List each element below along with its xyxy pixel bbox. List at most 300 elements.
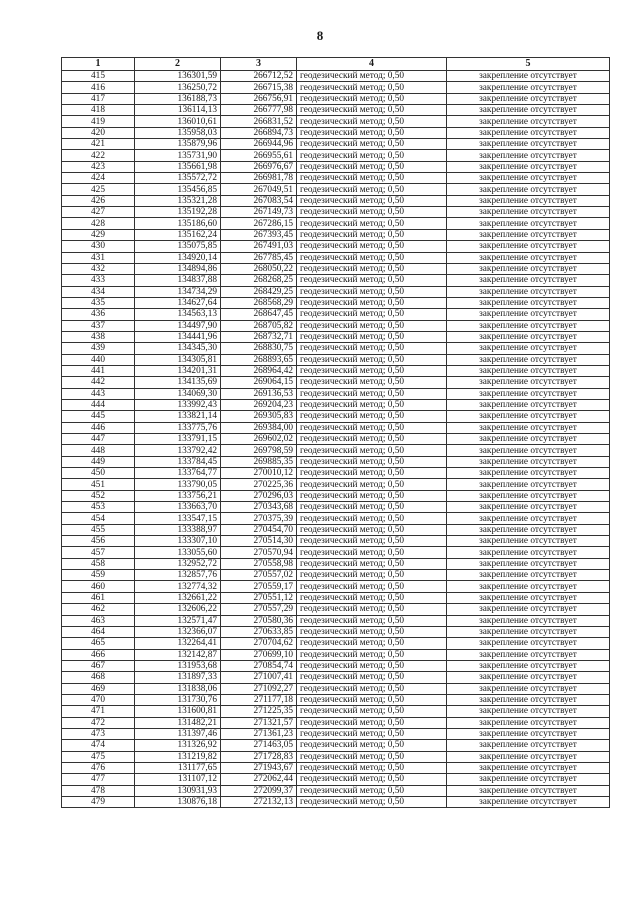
table-row (62, 479, 610, 490)
header-col-5: 5 (447, 58, 610, 71)
header-col-3: 3 (221, 58, 297, 71)
method-cell: геодезический метод; 0,50 (297, 195, 447, 206)
x-coordinate-cell: 131219,82 (135, 751, 221, 762)
x-coordinate-cell: 133756,21 (135, 490, 221, 501)
point-number-cell: 479 (62, 797, 135, 808)
method-cell: геодезический метод; 0,50 (297, 728, 447, 739)
method-cell: геодезический метод; 0,50 (297, 570, 447, 581)
point-number-cell: 424 (62, 173, 135, 184)
fixing-cell: закрепление отсутствует (447, 774, 610, 785)
y-coordinate-cell: 270633,85 (221, 626, 297, 637)
point-number-cell: 463 (62, 615, 135, 626)
table-row (62, 456, 610, 467)
x-coordinate-cell: 135456,85 (135, 184, 221, 195)
x-coordinate-cell: 136010,61 (135, 116, 221, 127)
point-number-cell: 467 (62, 660, 135, 671)
point-number-cell: 441 (62, 365, 135, 376)
method-cell: геодезический метод; 0,50 (297, 502, 447, 513)
point-number-cell: 423 (62, 161, 135, 172)
fixing-cell: закрепление отсутствует (447, 229, 610, 240)
table-row (62, 150, 610, 161)
x-coordinate-cell: 132661,22 (135, 592, 221, 603)
point-number-cell: 447 (62, 434, 135, 445)
y-coordinate-cell: 270580,36 (221, 615, 297, 626)
point-number-cell: 448 (62, 445, 135, 456)
table-row (62, 626, 610, 637)
x-coordinate-cell: 133547,15 (135, 513, 221, 524)
point-number-cell: 474 (62, 740, 135, 751)
x-coordinate-cell: 133775,76 (135, 422, 221, 433)
fixing-cell: закрепление отсутствует (447, 581, 610, 592)
y-coordinate-cell: 268893,65 (221, 354, 297, 365)
fixing-cell: закрепление отсутствует (447, 558, 610, 569)
y-coordinate-cell: 269384,00 (221, 422, 297, 433)
x-coordinate-cell: 133764,77 (135, 468, 221, 479)
x-coordinate-cell: 135879,96 (135, 139, 221, 150)
fixing-cell: закрепление отсутствует (447, 456, 610, 467)
x-coordinate-cell: 132952,72 (135, 558, 221, 569)
x-coordinate-cell: 133792,42 (135, 445, 221, 456)
x-coordinate-cell: 135958,03 (135, 127, 221, 138)
y-coordinate-cell: 270559,17 (221, 581, 297, 592)
y-coordinate-cell: 268268,25 (221, 275, 297, 286)
fixing-cell: закрепление отсутствует (447, 468, 610, 479)
point-number-cell: 437 (62, 320, 135, 331)
table-row (62, 604, 610, 615)
x-coordinate-cell: 131397,46 (135, 728, 221, 739)
x-coordinate-cell: 135572,72 (135, 173, 221, 184)
y-coordinate-cell: 266981,78 (221, 173, 297, 184)
table-row (62, 740, 610, 751)
y-coordinate-cell: 270343,68 (221, 502, 297, 513)
method-cell: геодезический метод; 0,50 (297, 581, 447, 592)
y-coordinate-cell: 266831,52 (221, 116, 297, 127)
point-number-cell: 471 (62, 706, 135, 717)
y-coordinate-cell: 267149,73 (221, 207, 297, 218)
point-number-cell: 415 (62, 71, 135, 82)
table-row (62, 195, 610, 206)
fixing-cell: закрепление отсутствует (447, 490, 610, 501)
table-row (62, 581, 610, 592)
table-row (62, 468, 610, 479)
method-cell: геодезический метод; 0,50 (297, 785, 447, 796)
x-coordinate-cell: 134345,30 (135, 343, 221, 354)
point-number-cell: 439 (62, 343, 135, 354)
method-cell: геодезический метод; 0,50 (297, 490, 447, 501)
fixing-cell: закрепление отсутствует (447, 71, 610, 82)
table-row (62, 524, 610, 535)
x-coordinate-cell: 134069,30 (135, 388, 221, 399)
point-number-cell: 465 (62, 638, 135, 649)
x-coordinate-cell: 131730,76 (135, 694, 221, 705)
y-coordinate-cell: 267491,03 (221, 241, 297, 252)
y-coordinate-cell: 267286,15 (221, 218, 297, 229)
method-cell: геодезический метод; 0,50 (297, 456, 447, 467)
y-coordinate-cell: 268050,22 (221, 263, 297, 274)
fixing-cell: закрепление отсутствует (447, 207, 610, 218)
point-number-cell: 434 (62, 286, 135, 297)
method-cell: геодезический метод; 0,50 (297, 173, 447, 184)
method-cell: геодезический метод; 0,50 (297, 365, 447, 376)
table-row (62, 263, 610, 274)
y-coordinate-cell: 266712,52 (221, 71, 297, 82)
header-col-4: 4 (297, 58, 447, 71)
x-coordinate-cell: 136301,59 (135, 71, 221, 82)
y-coordinate-cell: 272099,37 (221, 785, 297, 796)
y-coordinate-cell: 268647,45 (221, 309, 297, 320)
fixing-cell: закрепление отсутствует (447, 717, 610, 728)
fixing-cell: закрепление отсутствует (447, 672, 610, 683)
fixing-cell: закрепление отсутствует (447, 751, 610, 762)
table-row (62, 139, 610, 150)
method-cell: геодезический метод; 0,50 (297, 660, 447, 671)
point-number-cell: 428 (62, 218, 135, 229)
method-cell: геодезический метод; 0,50 (297, 127, 447, 138)
y-coordinate-cell: 270296,03 (221, 490, 297, 501)
x-coordinate-cell: 133992,43 (135, 399, 221, 410)
fixing-cell: закрепление отсутствует (447, 604, 610, 615)
y-coordinate-cell: 266756,91 (221, 93, 297, 104)
x-coordinate-cell: 135661,98 (135, 161, 221, 172)
y-coordinate-cell: 270010,12 (221, 468, 297, 479)
method-cell: геодезический метод; 0,50 (297, 683, 447, 694)
y-coordinate-cell: 270570,94 (221, 547, 297, 558)
y-coordinate-cell: 267785,45 (221, 252, 297, 263)
table-row (62, 388, 610, 399)
table-row (62, 490, 610, 501)
x-coordinate-cell: 136188,73 (135, 93, 221, 104)
table-row (62, 173, 610, 184)
y-coordinate-cell: 270225,36 (221, 479, 297, 490)
x-coordinate-cell: 134894,86 (135, 263, 221, 274)
fixing-cell: закрепление отсутствует (447, 706, 610, 717)
table-row (62, 547, 610, 558)
y-coordinate-cell: 270854,74 (221, 660, 297, 671)
point-number-cell: 431 (62, 252, 135, 263)
method-cell: геодезический метод; 0,50 (297, 252, 447, 263)
table-row (62, 434, 610, 445)
method-cell: геодезический метод; 0,50 (297, 479, 447, 490)
fixing-cell: закрепление отсутствует (447, 615, 610, 626)
table-row (62, 161, 610, 172)
table-row (62, 127, 610, 138)
fixing-cell: закрепление отсутствует (447, 263, 610, 274)
fixing-cell: закрепление отсутствует (447, 331, 610, 342)
table-row (62, 399, 610, 410)
table-row (62, 331, 610, 342)
fixing-cell: закрепление отсутствует (447, 740, 610, 751)
x-coordinate-cell: 134734,29 (135, 286, 221, 297)
x-coordinate-cell: 135075,85 (135, 241, 221, 252)
y-coordinate-cell: 270557,02 (221, 570, 297, 581)
point-number-cell: 444 (62, 399, 135, 410)
table-row (62, 592, 610, 603)
table-row (62, 343, 610, 354)
y-coordinate-cell: 271361,23 (221, 728, 297, 739)
table-body (62, 71, 610, 808)
x-coordinate-cell: 134920,14 (135, 252, 221, 263)
x-coordinate-cell: 132606,22 (135, 604, 221, 615)
method-cell: геодезический метод; 0,50 (297, 320, 447, 331)
point-number-cell: 425 (62, 184, 135, 195)
method-cell: геодезический метод; 0,50 (297, 547, 447, 558)
x-coordinate-cell: 133791,15 (135, 434, 221, 445)
method-cell: геодезический метод; 0,50 (297, 377, 447, 388)
method-cell: геодезический метод; 0,50 (297, 445, 447, 456)
fixing-cell: закрепление отсутствует (447, 694, 610, 705)
fixing-cell: закрепление отсутствует (447, 161, 610, 172)
table-row (62, 218, 610, 229)
method-cell: геодезический метод; 0,50 (297, 309, 447, 320)
x-coordinate-cell: 133821,14 (135, 411, 221, 422)
fixing-cell: закрепление отсутствует (447, 184, 610, 195)
fixing-cell: закрепление отсутствует (447, 638, 610, 649)
table-row (62, 241, 610, 252)
table-row (62, 411, 610, 422)
fixing-cell: закрепление отсутствует (447, 139, 610, 150)
fixing-cell: закрепление отсутствует (447, 275, 610, 286)
method-cell: геодезический метод; 0,50 (297, 638, 447, 649)
method-cell: геодезический метод; 0,50 (297, 751, 447, 762)
point-number-cell: 478 (62, 785, 135, 796)
y-coordinate-cell: 267393,45 (221, 229, 297, 240)
method-cell: геодезический метод; 0,50 (297, 592, 447, 603)
y-coordinate-cell: 268568,29 (221, 297, 297, 308)
table-row (62, 377, 610, 388)
fixing-cell: закрепление отсутствует (447, 762, 610, 773)
method-cell: геодезический метод; 0,50 (297, 468, 447, 479)
y-coordinate-cell: 267049,51 (221, 184, 297, 195)
y-coordinate-cell: 271177,18 (221, 694, 297, 705)
method-cell: геодезический метод; 0,50 (297, 241, 447, 252)
x-coordinate-cell: 134201,31 (135, 365, 221, 376)
table-row (62, 683, 610, 694)
fixing-cell: закрепление отсутствует (447, 343, 610, 354)
fixing-cell: закрепление отсутствует (447, 241, 610, 252)
method-cell: геодезический метод; 0,50 (297, 71, 447, 82)
y-coordinate-cell: 268429,25 (221, 286, 297, 297)
method-cell: геодезический метод; 0,50 (297, 717, 447, 728)
fixing-cell: закрепление отсутствует (447, 479, 610, 490)
fixing-cell: закрепление отсутствует (447, 411, 610, 422)
point-number-cell: 443 (62, 388, 135, 399)
y-coordinate-cell: 271463,05 (221, 740, 297, 751)
method-cell: геодезический метод; 0,50 (297, 354, 447, 365)
fixing-cell: закрепление отсутствует (447, 286, 610, 297)
fixing-cell: закрепление отсутствует (447, 252, 610, 263)
fixing-cell: закрепление отсутствует (447, 797, 610, 808)
point-number-cell: 416 (62, 82, 135, 93)
point-number-cell: 418 (62, 105, 135, 116)
method-cell: геодезический метод; 0,50 (297, 434, 447, 445)
method-cell: геодезический метод; 0,50 (297, 161, 447, 172)
point-number-cell: 452 (62, 490, 135, 501)
method-cell: геодезический метод; 0,50 (297, 218, 447, 229)
fixing-cell: закрепление отсутствует (447, 570, 610, 581)
method-cell: геодезический метод; 0,50 (297, 649, 447, 660)
table-row (62, 71, 610, 82)
table-row (62, 116, 610, 127)
y-coordinate-cell: 269136,53 (221, 388, 297, 399)
method-cell: геодезический метод; 0,50 (297, 672, 447, 683)
fixing-cell: закрепление отсутствует (447, 377, 610, 388)
method-cell: геодезический метод; 0,50 (297, 513, 447, 524)
fixing-cell: закрепление отсутствует (447, 626, 610, 637)
point-number-cell: 454 (62, 513, 135, 524)
y-coordinate-cell: 269064,15 (221, 377, 297, 388)
x-coordinate-cell: 131107,12 (135, 774, 221, 785)
point-number-cell: 422 (62, 150, 135, 161)
fixing-cell: закрепление отсутствует (447, 309, 610, 320)
x-coordinate-cell: 134305,81 (135, 354, 221, 365)
table-row (62, 229, 610, 240)
method-cell: геодезический метод; 0,50 (297, 93, 447, 104)
x-coordinate-cell: 134135,69 (135, 377, 221, 388)
point-number-cell: 477 (62, 774, 135, 785)
fixing-cell: закрепление отсутствует (447, 649, 610, 660)
page-number: 8 (316, 28, 324, 43)
point-number-cell: 475 (62, 751, 135, 762)
table-row (62, 615, 610, 626)
x-coordinate-cell: 131600,81 (135, 706, 221, 717)
method-cell: геодезический метод; 0,50 (297, 388, 447, 399)
x-coordinate-cell: 133790,05 (135, 479, 221, 490)
table-row (62, 785, 610, 796)
method-cell: геодезический метод; 0,50 (297, 184, 447, 195)
x-coordinate-cell: 132264,41 (135, 638, 221, 649)
coordinates-table (61, 57, 610, 808)
method-cell: геодезический метод; 0,50 (297, 331, 447, 342)
point-number-cell: 461 (62, 592, 135, 603)
x-coordinate-cell: 131482,21 (135, 717, 221, 728)
method-cell: геодезический метод; 0,50 (297, 105, 447, 116)
x-coordinate-cell: 135321,28 (135, 195, 221, 206)
x-coordinate-cell: 135192,28 (135, 207, 221, 218)
header-col-2: 2 (135, 58, 221, 71)
point-number-cell: 453 (62, 502, 135, 513)
table-row (62, 275, 610, 286)
y-coordinate-cell: 269305,83 (221, 411, 297, 422)
method-cell: геодезический метод; 0,50 (297, 207, 447, 218)
method-cell: геодезический метод; 0,50 (297, 536, 447, 547)
fixing-cell: закрепление отсутствует (447, 93, 610, 104)
method-cell: геодезический метод; 0,50 (297, 263, 447, 274)
fixing-cell: закрепление отсутствует (447, 592, 610, 603)
y-coordinate-cell: 266955,61 (221, 150, 297, 161)
fixing-cell: закрепление отсутствует (447, 547, 610, 558)
x-coordinate-cell: 134837,88 (135, 275, 221, 286)
method-cell: геодезический метод; 0,50 (297, 297, 447, 308)
point-number-cell: 426 (62, 195, 135, 206)
x-coordinate-cell: 132366,07 (135, 626, 221, 637)
method-cell: геодезический метод; 0,50 (297, 399, 447, 410)
method-cell: геодезический метод; 0,50 (297, 762, 447, 773)
x-coordinate-cell: 134627,64 (135, 297, 221, 308)
y-coordinate-cell: 270375,39 (221, 513, 297, 524)
method-cell: геодезический метод; 0,50 (297, 604, 447, 615)
fixing-cell: закрепление отсутствует (447, 173, 610, 184)
y-coordinate-cell: 271728,83 (221, 751, 297, 762)
method-cell: геодезический метод; 0,50 (297, 774, 447, 785)
point-number-cell: 430 (62, 241, 135, 252)
table-row (62, 638, 610, 649)
table-row (62, 762, 610, 773)
point-number-cell: 455 (62, 524, 135, 535)
method-cell: геодезический метод; 0,50 (297, 286, 447, 297)
y-coordinate-cell: 271007,41 (221, 672, 297, 683)
point-number-cell: 436 (62, 309, 135, 320)
x-coordinate-cell: 131953,68 (135, 660, 221, 671)
table-row (62, 297, 610, 308)
y-coordinate-cell: 266944,96 (221, 139, 297, 150)
y-coordinate-cell: 268705,82 (221, 320, 297, 331)
table-row (62, 558, 610, 569)
table-row (62, 672, 610, 683)
point-number-cell: 446 (62, 422, 135, 433)
fixing-cell: закрепление отсутствует (447, 105, 610, 116)
y-coordinate-cell: 270558,98 (221, 558, 297, 569)
point-number-cell: 421 (62, 139, 135, 150)
x-coordinate-cell: 135731,90 (135, 150, 221, 161)
y-coordinate-cell: 271225,35 (221, 706, 297, 717)
point-number-cell: 451 (62, 479, 135, 490)
point-number-cell: 456 (62, 536, 135, 547)
point-number-cell: 468 (62, 672, 135, 683)
table-header (62, 58, 610, 71)
fixing-cell: закрепление отсутствует (447, 502, 610, 513)
method-cell: геодезический метод; 0,50 (297, 139, 447, 150)
point-number-cell: 442 (62, 377, 135, 388)
y-coordinate-cell: 272062,44 (221, 774, 297, 785)
y-coordinate-cell: 270557,29 (221, 604, 297, 615)
table-row (62, 751, 610, 762)
x-coordinate-cell: 131838,06 (135, 683, 221, 694)
fixing-cell: закрепление отсутствует (447, 660, 610, 671)
table-row (62, 93, 610, 104)
x-coordinate-cell: 134563,13 (135, 309, 221, 320)
x-coordinate-cell: 134441,96 (135, 331, 221, 342)
y-coordinate-cell: 267083,54 (221, 195, 297, 206)
x-coordinate-cell: 132857,76 (135, 570, 221, 581)
table-row (62, 502, 610, 513)
method-cell: геодезический метод; 0,50 (297, 422, 447, 433)
y-coordinate-cell: 266777,98 (221, 105, 297, 116)
x-coordinate-cell: 134497,90 (135, 320, 221, 331)
y-coordinate-cell: 271321,57 (221, 717, 297, 728)
fixing-cell: закрепление отсутствует (447, 354, 610, 365)
method-cell: геодезический метод; 0,50 (297, 694, 447, 705)
table-row (62, 706, 610, 717)
point-number-cell: 472 (62, 717, 135, 728)
x-coordinate-cell: 132774,32 (135, 581, 221, 592)
fixing-cell: закрепление отсутствует (447, 218, 610, 229)
x-coordinate-cell: 130931,93 (135, 785, 221, 796)
method-cell: геодезический метод; 0,50 (297, 706, 447, 717)
point-number-cell: 460 (62, 581, 135, 592)
table-row (62, 309, 610, 320)
point-number-cell: 476 (62, 762, 135, 773)
fixing-cell: закрепление отсутствует (447, 445, 610, 456)
fixing-cell: закрепление отсутствует (447, 513, 610, 524)
y-coordinate-cell: 268964,42 (221, 365, 297, 376)
point-number-cell: 449 (62, 456, 135, 467)
point-number-cell: 419 (62, 116, 135, 127)
method-cell: геодезический метод; 0,50 (297, 150, 447, 161)
table-row (62, 649, 610, 660)
fixing-cell: закрепление отсутствует (447, 728, 610, 739)
point-number-cell: 440 (62, 354, 135, 365)
point-number-cell: 429 (62, 229, 135, 240)
